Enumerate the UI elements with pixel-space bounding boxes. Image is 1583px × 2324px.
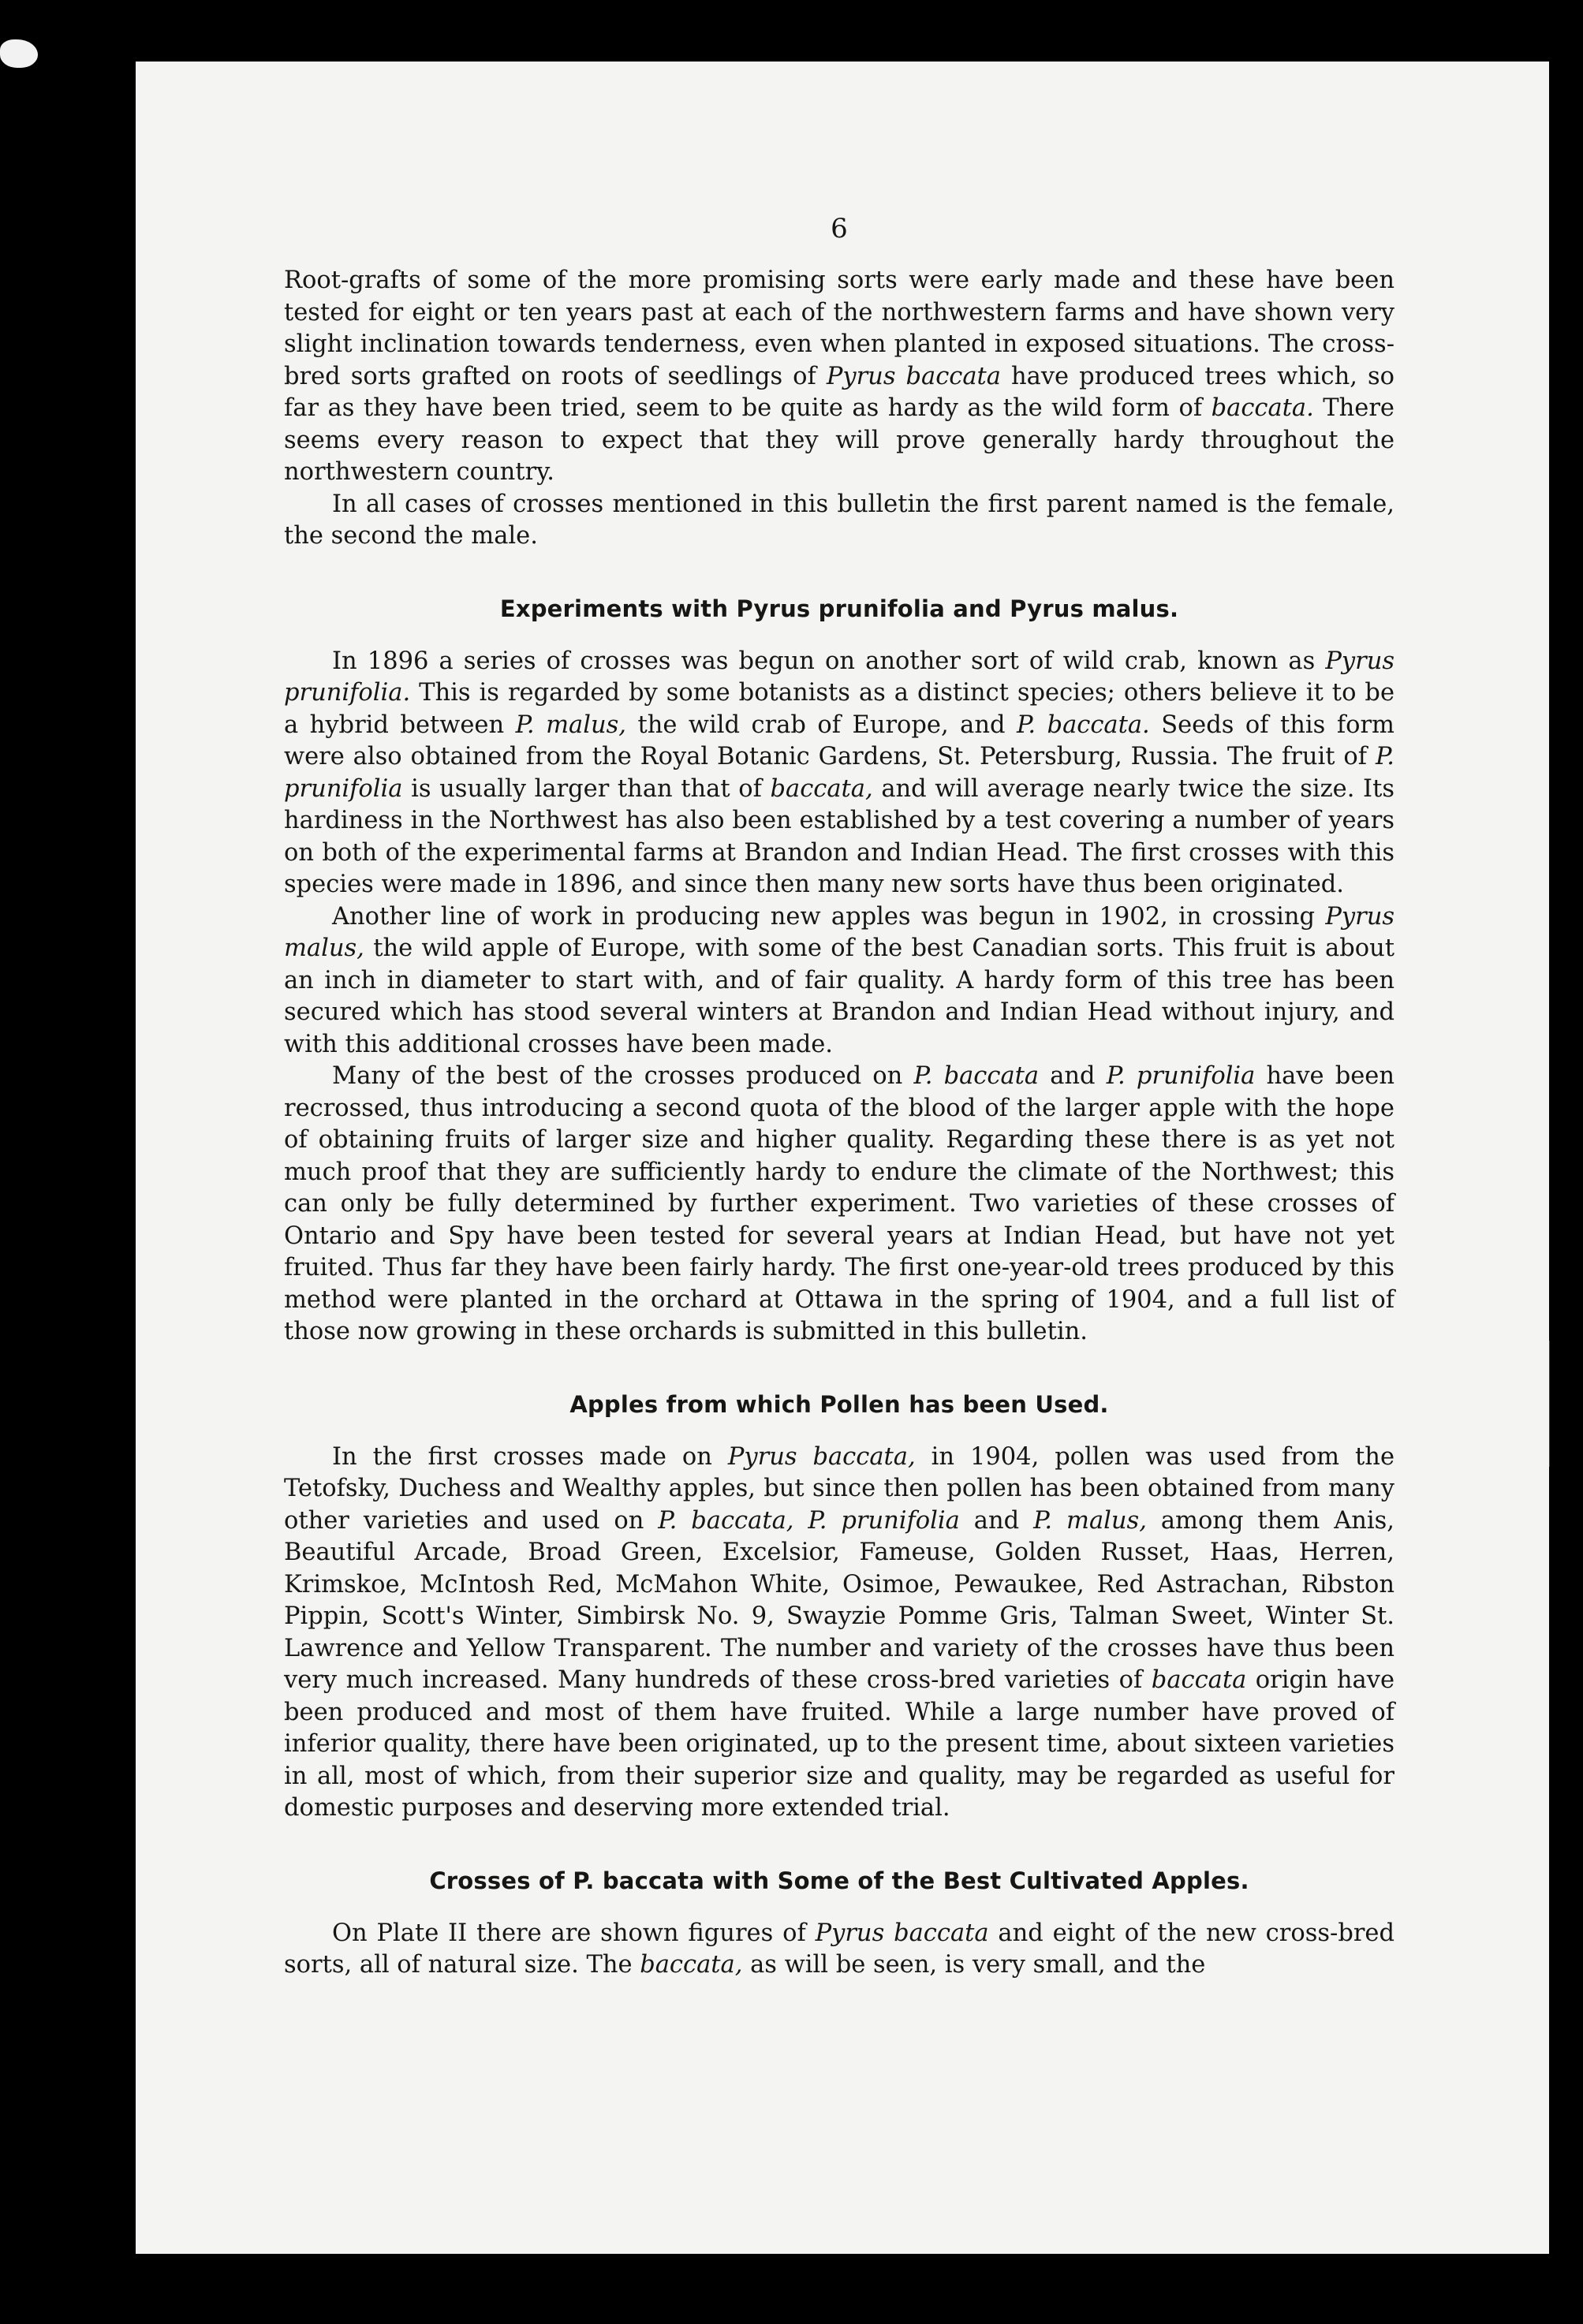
section-heading: Apples from which Pollen has been Used.	[569, 1390, 1109, 1418]
section-heading: Crosses of P. baccata with Some of the Best Cultivated Apples.	[429, 1867, 1249, 1894]
paragraph: In all cases of crosses mentioned in this bulletin the first parent named is the female, the second the male.	[284, 490, 1394, 550]
italic-term: P. baccata.	[1017, 711, 1150, 739]
page-number: 6	[831, 213, 848, 244]
paragraph: Many of the best of the crosses produced on P. baccata and P. prunifolia have been recrossed, thus introducing a second quota of the blood of the larger apple with the hope of obtaining fruits of larger size and higher quality. Regarding these there is as yet not much proof that they are sufficiently hardy to endure the climate of the Northwest; this can only be fully determined by further experiment. Two varieties of these crosses of Ontario and Spy have been tested for several years at Indian Head, but have not yet fruited. Thus far they have been fairly hardy. The first one-year-old trees produced by this method were planted in the orchard at Ottawa in the spring of 1904, and a full list of those now growing in these orchards is submitted in this bulletin.	[284, 1062, 1395, 1345]
italic-term: Pyrus baccata	[826, 362, 1001, 390]
italic-term: Pyrus malus,	[284, 902, 1394, 962]
italic-term: baccata	[1151, 1666, 1247, 1694]
paragraph: In 1896 a series of crosses was begun on another sort of wild crab, known as Pyrus prunifolia. This is regarded by some botanists as a distinct species; others believe it to be a hybrid between P. malus, the wild crab of Europe, and P. baccata. Seeds of this form were also obtained from the Royal Botanic Gardens, St. Petersburg, Russia. The fruit of P. prunifolia is usually larger than that of baccata, and will average nearly twice the size. Its hardiness in the Northwest has also been established by a test covering a number of years on both of the experimental farms at Brandon and Indian Head. The first crosses with this species were made in 1896, and since then many new sorts have thus been originated.	[284, 647, 1394, 898]
paragraph: Another line of work in producing new apples was begun in 1902, in crossing Pyrus malus, the wild apple of Europe, with some of the best Canadian sorts. This fruit is about an inch in diameter to start with, and of fair quality. A hardy form of this tree has been secured which has stood several winters at Brandon and Indian Head without injury, and with this additional crosses have been made.	[284, 902, 1394, 1058]
italic-term: Pyrus baccata	[815, 1919, 989, 1947]
italic-term: Pyrus baccata,	[727, 1442, 916, 1471]
italic-term: P. prunifolia	[284, 743, 1394, 803]
scan-speck	[0, 39, 38, 68]
italic-term: Pyrus prunifolia.	[284, 647, 1394, 707]
paragraph: In the first crosses made on Pyrus baccata, in 1904, pollen was used from the Tetofsky, Duchess and Wealthy apples, but since then pollen has been obtained from many other varieties and used on P. baccata, P. prunifolia and P. malus, among them Anis, Beautiful Arcade, Broad Green, Excelsior, Fameuse, Golden Russet, Haas, Herren, Krimskoe, McIntosh Red, McMahon White, Osimoe, Pewaukee, Red Astrachan, Ribston Pippin, Scott's Winter, Simbirsk No. 9, Swayzie Pomme Gris, Talman Sweet, Winter St. Lawrence and Yellow Transparent. The number and variety of the crosses have thus been very much increased. Many hundreds of these cross-bred varieties of baccata origin have been produced and most of them have fruited. While a large number have proved of inferior quality, there have been originated, up to the present time, about sixteen varieties in all, most of which, from their superior size and quality, may be regarded as useful for domestic purposes and deserving more extended trial.	[284, 1442, 1395, 1822]
italic-term: P. prunifolia	[1106, 1062, 1256, 1090]
paragraph: On Plate II there are shown figures of Pyrus baccata and eight of the new cross-bred sorts, all of natural size. The baccata, as will be seen, is very small, and the	[284, 1919, 1394, 1979]
italic-term: baccata.	[1211, 394, 1314, 422]
italic-term: baccata,	[770, 774, 873, 803]
italic-term: P. baccata, P. prunifolia	[658, 1506, 960, 1535]
section-heading: Experiments with Pyrus prunifolia and Pyrus malus.	[499, 595, 1179, 622]
page-content	[284, 213, 1394, 1982]
paragraph: Root-grafts of some of the more promising sorts were early made and these have been tested for eight or ten years past at each of the northwestern farms and have shown very slight inclination towards tenderness, even when planted in exposed situations. The cross-bred sorts grafted on roots of seedlings of Pyrus baccata have produced trees which, so far as they have been tried, seem to be quite as hardy as the wild form of baccata. There seems every reason to expect that they will prove generally hardy throughout the northwestern country.	[284, 267, 1394, 486]
italic-term: P. malus,	[1033, 1506, 1147, 1535]
italic-term: baccata,	[640, 1951, 743, 1979]
italic-term: P. malus,	[515, 711, 626, 739]
italic-term: P. baccata	[913, 1062, 1040, 1090]
